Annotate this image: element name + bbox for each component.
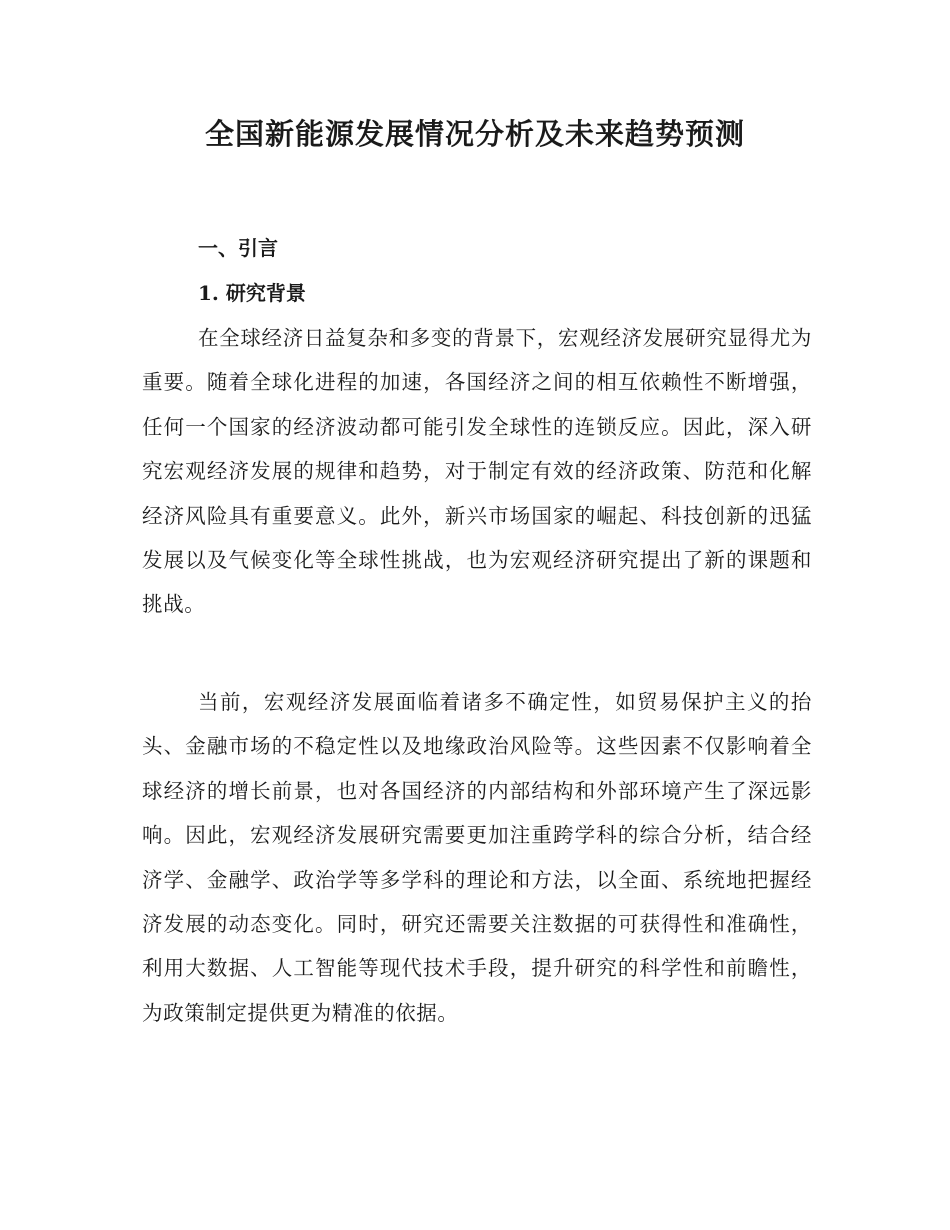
- body-paragraph: 在全球经济日益复杂和多变的背景下，宏观经济发展研究显得尤为重要。随着全球化进程的加速，各国经济之间的相互依赖性不断增强，任何一个国家的经济波动都可能引发全球性的连锁反应。因此，深入研究宏观经济发展的规律和趋势，对于制定有效的经济政策、防范和化解经济风险具有重要意义。此外，新兴市场国家的崛起、科技创新的迅猛发展以及气候变化等全球性挑战，也为宏观经济研究提出了新的课题和挑战。: [142, 326, 812, 617]
- section-heading: 一、引言: [198, 236, 278, 260]
- body-paragraph: 当前，宏观经济发展面临着诸多不确定性，如贸易保护主义的抬头、金融市场的不稳定性以及地缘政治风险等。这些因素不仅影响着全球经济的增长前景，也对各国经济的内部结构和外部环境产生了深远影响。因此，宏观经济发展研究需要更加注重跨学科的综合分析，结合经济学、金融学、政治学等多学科的理论和方法，以全面、系统地把握经济发展的动态变化。同时，研究还需要关注数据的可获得性和准确性，利用大数据、人工智能等现代技术手段，提升研究的科学性和前瞻性，为政策制定提供更为精准的依据。: [142, 690, 812, 1025]
- subsection-heading: 1. 研究背景: [198, 281, 306, 305]
- document-title: 全国新能源发展情况分析及未来趋势预测: [204, 117, 745, 151]
